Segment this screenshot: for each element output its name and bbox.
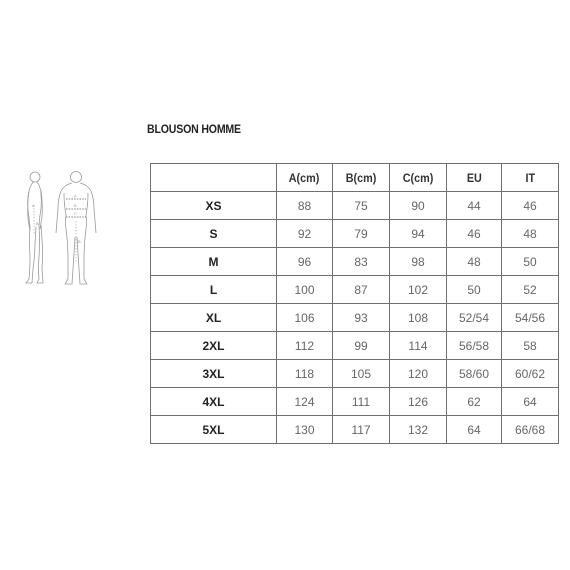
table-row [151, 276, 559, 304]
front-label-leg: B [78, 239, 81, 244]
cell-eu: 56/58 [447, 332, 502, 360]
cell-it: 52 [502, 276, 559, 304]
cell-b: 111 [333, 388, 390, 416]
cell-c: 102 [390, 276, 447, 304]
cell-eu: 62 [447, 388, 502, 416]
cell-it: 54/56 [502, 304, 559, 332]
side-view-figure [26, 172, 43, 283]
cell-eu: 64 [447, 416, 502, 444]
cell-eu: 52/54 [447, 304, 502, 332]
front-label-a: A [74, 193, 77, 198]
cell-eu: 46 [447, 220, 502, 248]
cell-a: 112 [277, 332, 333, 360]
size-chart-table [150, 163, 559, 444]
cell-b: 75 [333, 192, 390, 220]
table-row [151, 332, 559, 360]
table-row [151, 192, 559, 220]
cell-a: 88 [277, 192, 333, 220]
header-it: IT [502, 164, 559, 192]
cell-a: 92 [277, 220, 333, 248]
cell-eu: 50 [447, 276, 502, 304]
cell-a: 100 [277, 276, 333, 304]
cell-a: 118 [277, 360, 333, 388]
table-row [151, 416, 559, 444]
front-label-c: C [74, 211, 77, 216]
cell-c: 126 [390, 388, 447, 416]
size-label: XS [151, 192, 277, 220]
header-a: A(cm) [277, 164, 333, 192]
header-eu: EU [447, 164, 502, 192]
body-measurement-diagram [18, 165, 108, 295]
front-label-b: B [74, 203, 77, 208]
cell-b: 99 [333, 332, 390, 360]
table-header-row [151, 164, 559, 192]
cell-b: 105 [333, 360, 390, 388]
cell-a: 130 [277, 416, 333, 444]
header-b: B(cm) [333, 164, 390, 192]
cell-a: 106 [277, 304, 333, 332]
header-c: C(cm) [390, 164, 447, 192]
cell-c: 132 [390, 416, 447, 444]
table-row [151, 248, 559, 276]
table-row [151, 360, 559, 388]
table-row [151, 304, 559, 332]
cell-it: 48 [502, 220, 559, 248]
cell-c: 114 [390, 332, 447, 360]
cell-b: 79 [333, 220, 390, 248]
cell-eu: 48 [447, 248, 502, 276]
header-size [151, 164, 277, 192]
size-label: L [151, 276, 277, 304]
size-label: 5XL [151, 416, 277, 444]
side-label-a: A [32, 203, 35, 208]
size-label: 4XL [151, 388, 277, 416]
cell-a: 124 [277, 388, 333, 416]
cell-it: 64 [502, 388, 559, 416]
cell-c: 98 [390, 248, 447, 276]
cell-eu: 58/60 [447, 360, 502, 388]
size-label: 3XL [151, 360, 277, 388]
cell-it: 60/62 [502, 360, 559, 388]
front-view-markers [66, 193, 86, 261]
size-label: XL [151, 304, 277, 332]
cell-it: 66/68 [502, 416, 559, 444]
page-title: BLOUSON HOMME [147, 122, 241, 136]
table-row [151, 220, 559, 248]
cell-b: 117 [333, 416, 390, 444]
cell-c: 94 [390, 220, 447, 248]
cell-b: 83 [333, 248, 390, 276]
size-label: 2XL [151, 332, 277, 360]
cell-c: 90 [390, 192, 447, 220]
table-row [151, 388, 559, 416]
size-label: M [151, 248, 277, 276]
cell-eu: 44 [447, 192, 502, 220]
cell-b: 87 [333, 276, 390, 304]
cell-c: 108 [390, 304, 447, 332]
body-figures-icon [18, 165, 108, 295]
cell-c: 120 [390, 360, 447, 388]
side-label-b: B [36, 221, 39, 226]
cell-it: 46 [502, 192, 559, 220]
cell-it: 58 [502, 332, 559, 360]
cell-a: 96 [277, 248, 333, 276]
cell-it: 50 [502, 248, 559, 276]
size-label: S [151, 220, 277, 248]
cell-b: 93 [333, 304, 390, 332]
